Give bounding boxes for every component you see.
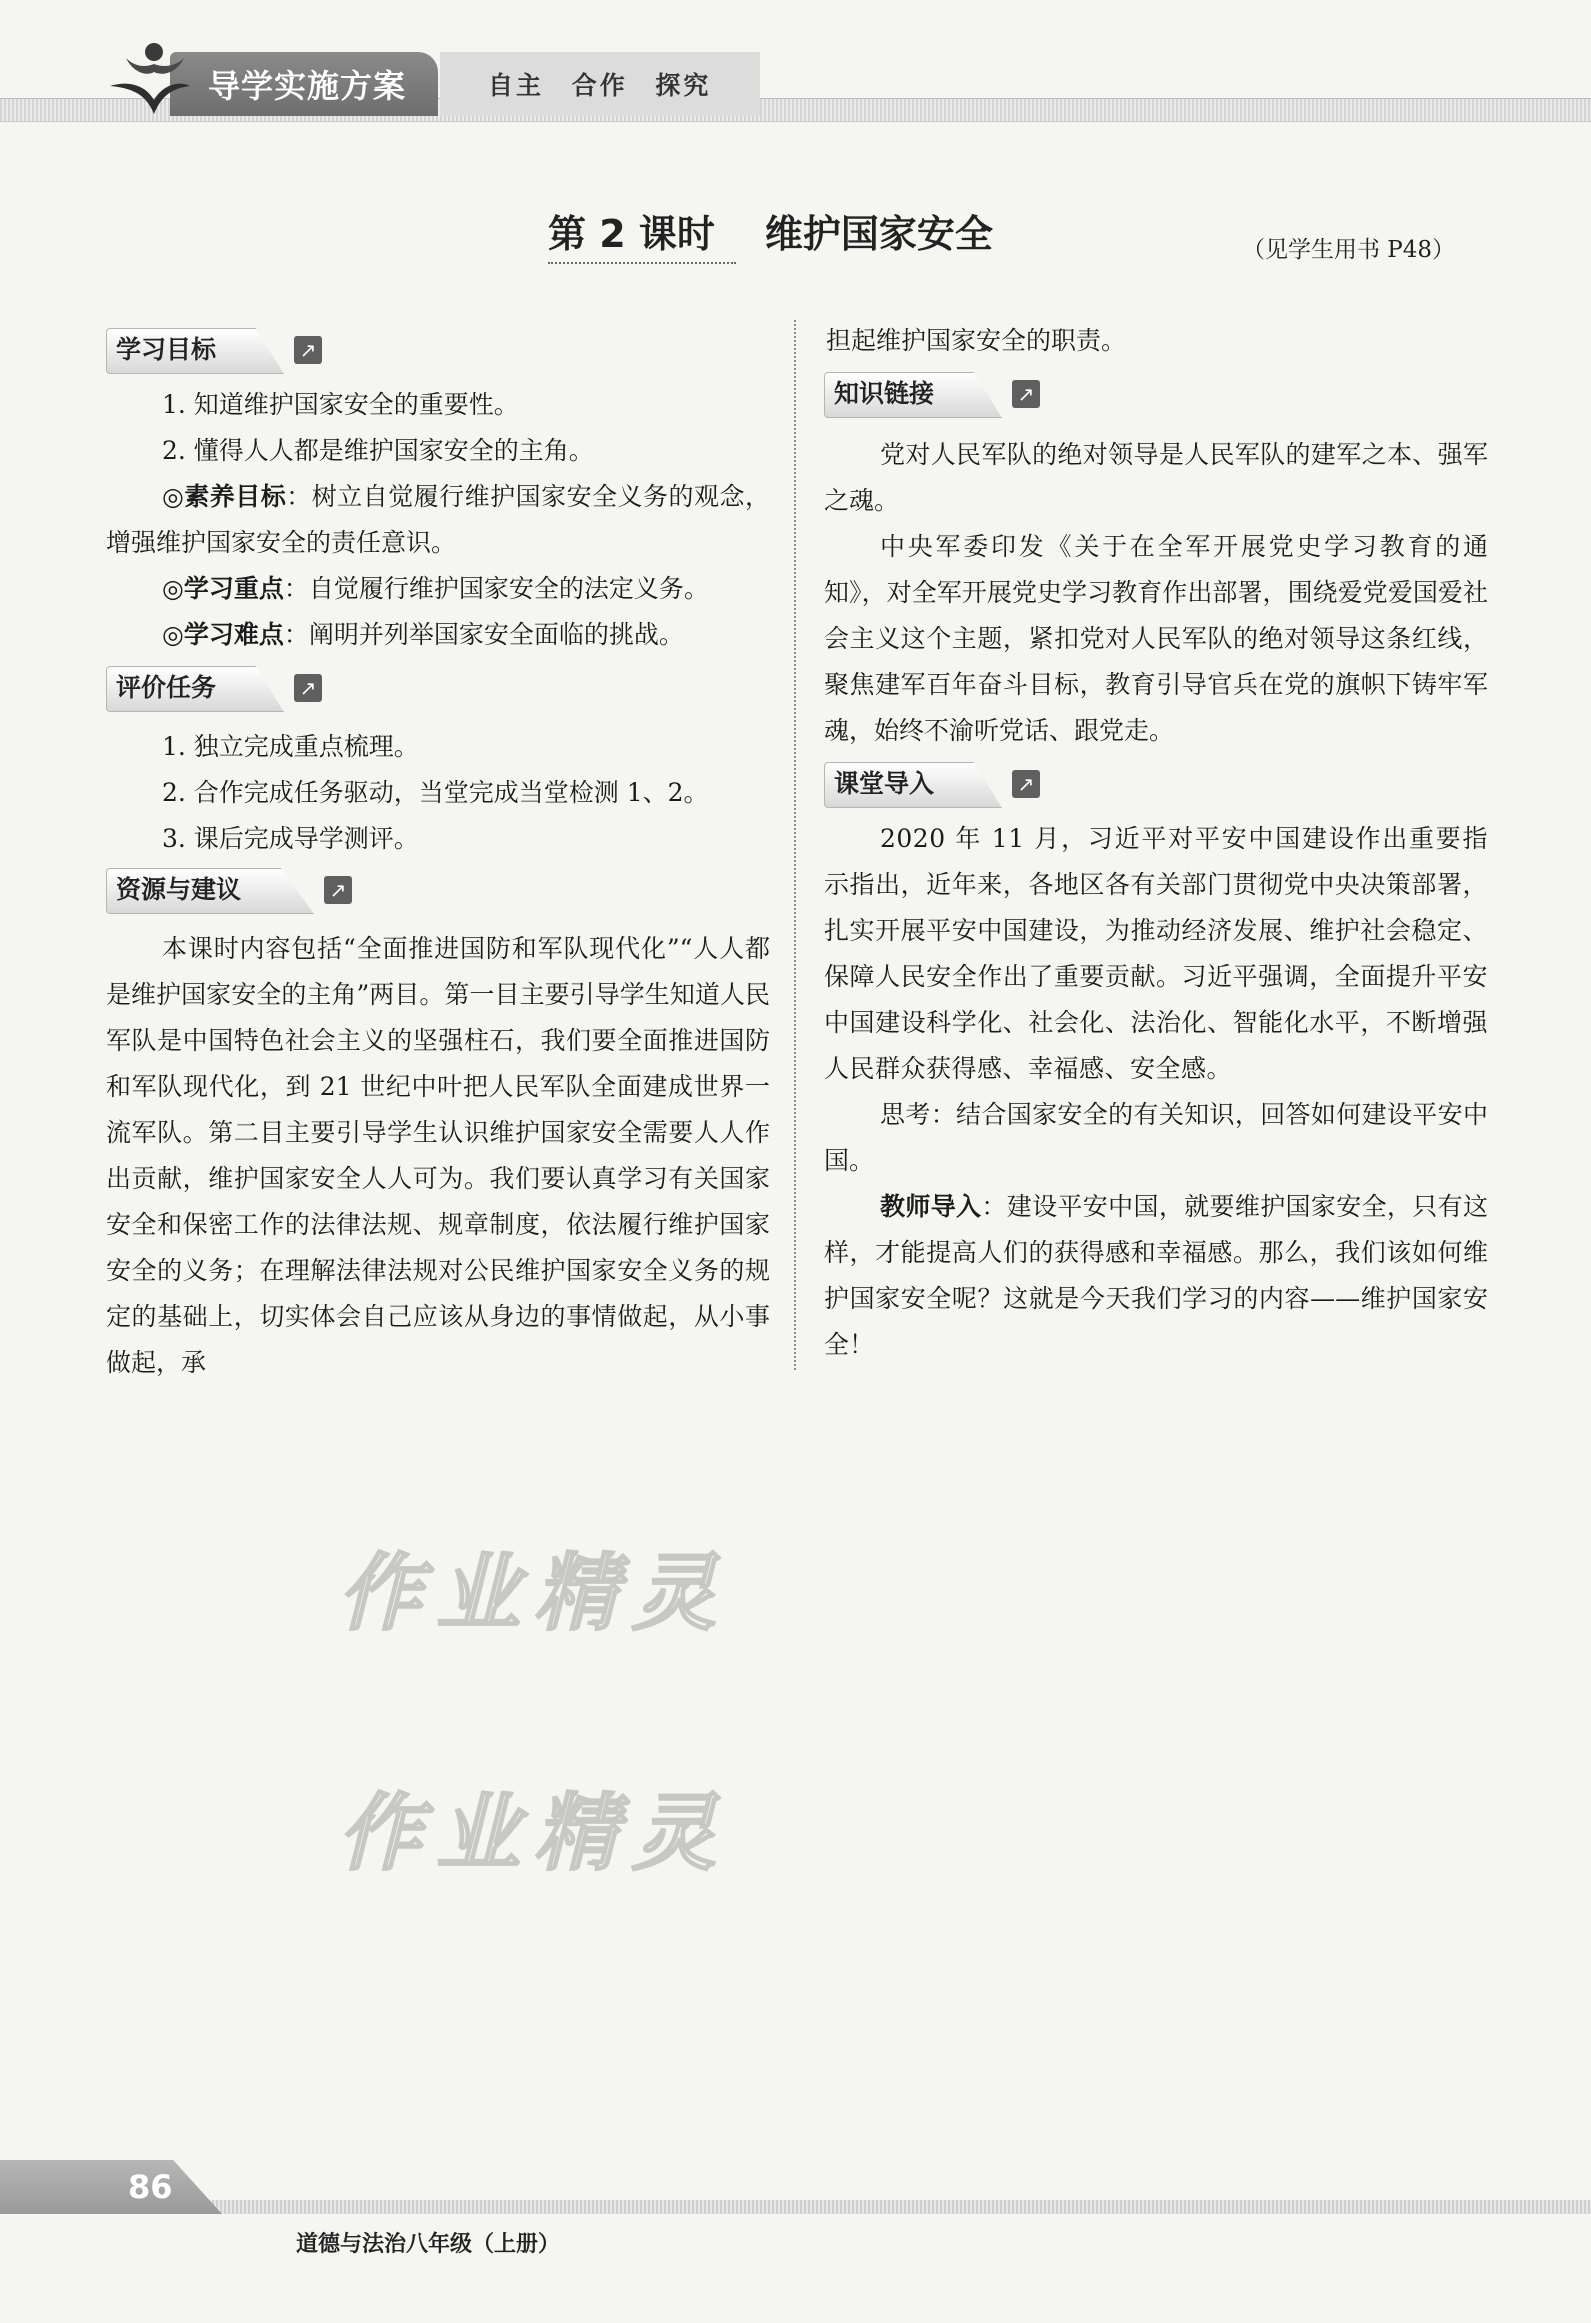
literacy-label: ◎素养目标 — [162, 482, 287, 511]
footer-book-title: 道德与法治八年级（上册） — [296, 2231, 561, 2257]
series-title: 导学实施方案 — [208, 67, 407, 105]
key-point: ◎学习重点：自觉履行维护国家安全的法定义务。 — [162, 574, 709, 603]
section-tag-resources — [106, 868, 356, 912]
section-heading: 学习目标 — [116, 335, 217, 364]
arrow-out-icon: ↗ — [1012, 380, 1040, 408]
intro-think: 思考：结合国家安全的有关知识，回答如何建设平安中国。 — [824, 1100, 1488, 1175]
section-tag-knowledge-link — [824, 372, 1044, 416]
header-modes: 自主 合作 探究 — [488, 71, 712, 100]
goal-item: 1. 知道维护国家安全的重要性。 — [162, 390, 519, 419]
section-tag-evaluation — [106, 666, 326, 710]
evaluation-item: 2. 合作完成任务驱动，当堂完成当堂检测 1、2。 — [162, 778, 709, 807]
knowledge-paragraph: 中央军委印发《关于在全军开展党史学习教育的通知》，对全军开展党史学习教育作出部署，围绕爱党爱国爱社会主义这个主题，紧扣党对人民军队的绝对领导这条红线，聚焦建军百年奋斗目标，教育引导官兵在党的旗帜下铸牢军魂，始终不渝听党话、跟党走。 — [824, 532, 1488, 745]
column-divider — [794, 320, 796, 1370]
literacy-goal: ◎素养目标：树立自觉履行维护国家安全义务的观念，增强维护国家安全的责任意识。 — [106, 482, 770, 557]
intro-paragraph: 2020 年 11 月，习近平对平安中国建设作出重要指示指出，近年来，各地区各有关部门贯彻党中央决策部署，扎实开展平安中国建设，为推动经济发展、维护社会稳定、保障人民安全作出了重要贡献。习近平强调，全面提升平安中国建设科学化、社会化、法治化、智能化水平，不断增强人民群众获得感、幸福感、安全感。 — [824, 824, 1488, 1083]
section-tag-learning-goals — [106, 328, 326, 372]
key-label: ◎学习重点 — [162, 574, 284, 603]
arrow-out-icon: ↗ — [1012, 770, 1040, 798]
section-heading: 资源与建议 — [116, 875, 242, 904]
watermark: 作业精灵 — [338, 1544, 731, 1642]
arrow-out-icon: ↗ — [294, 336, 322, 364]
goal-item: 2. 懂得人人都是维护国家安全的主角。 — [162, 436, 594, 465]
book-reference: （见学生用书 P48） — [1242, 237, 1456, 263]
section-heading: 课堂导入 — [834, 769, 935, 798]
watermark: 作业精灵 — [338, 1784, 731, 1882]
title-underline — [548, 262, 736, 264]
evaluation-item: 1. 独立完成重点梳理。 — [162, 732, 419, 761]
sprout-book-logo-icon — [104, 30, 192, 118]
footer-band — [0, 2200, 1591, 2214]
knowledge-paragraph: 党对人民军队的绝对领导是人民军队的建军之本、强军之魂。 — [824, 440, 1488, 515]
arrow-out-icon: ↗ — [294, 674, 322, 702]
difficulty-label: ◎学习难点 — [162, 620, 284, 649]
resources-continuation: 担起维护国家安全的职责。 — [826, 326, 1127, 355]
page-number: 86 — [128, 2168, 173, 2206]
arrow-out-icon: ↗ — [324, 876, 352, 904]
intro-teacher: 教师导入：建设平安中国，就要维护国家安全，只有这样，才能提高人们的获得感和幸福感。那么，我们该如何维护国家安全呢？这就是今天我们学习的内容——维护国家安全！ — [824, 1192, 1488, 1359]
teacher-label: 教师导入 — [880, 1192, 982, 1221]
resources-text: 本课时内容包括“全面推进国防和军队现代化”“人人都是维护国家安全的主角”两目。第一目主要引导学生知道人民军队是中国特色社会主义的坚强柱石，我们要全面推进国防和军队现代化，到 21 世纪中叶把人民军队全面建成世界一流军队。第二目主要引导学生认识维护国家安全需要人人作出贡献，维护国家安全人人可为。我们要认真学习有关国家安全和保密工作的法律法规、规章制度，依法履行维护国家安全的义务；在理解法律法规对公民维护国家安全义务的规定的基础上，切实体会自己应该从身边的事情做起，从小事做起，承 — [106, 934, 770, 1377]
lesson-heading — [548, 206, 1048, 262]
lesson-title: 维护国家安全 — [764, 212, 993, 256]
section-heading: 知识链接 — [834, 379, 935, 408]
evaluation-item: 3. 课后完成导学测评。 — [162, 824, 419, 853]
section-tag-intro — [824, 762, 1044, 806]
difficulty-point: ◎学习难点：阐明并列举国家安全面临的挑战。 — [162, 620, 684, 649]
section-heading: 评价任务 — [116, 673, 217, 702]
lesson-number: 第 2 课时 — [548, 212, 715, 256]
